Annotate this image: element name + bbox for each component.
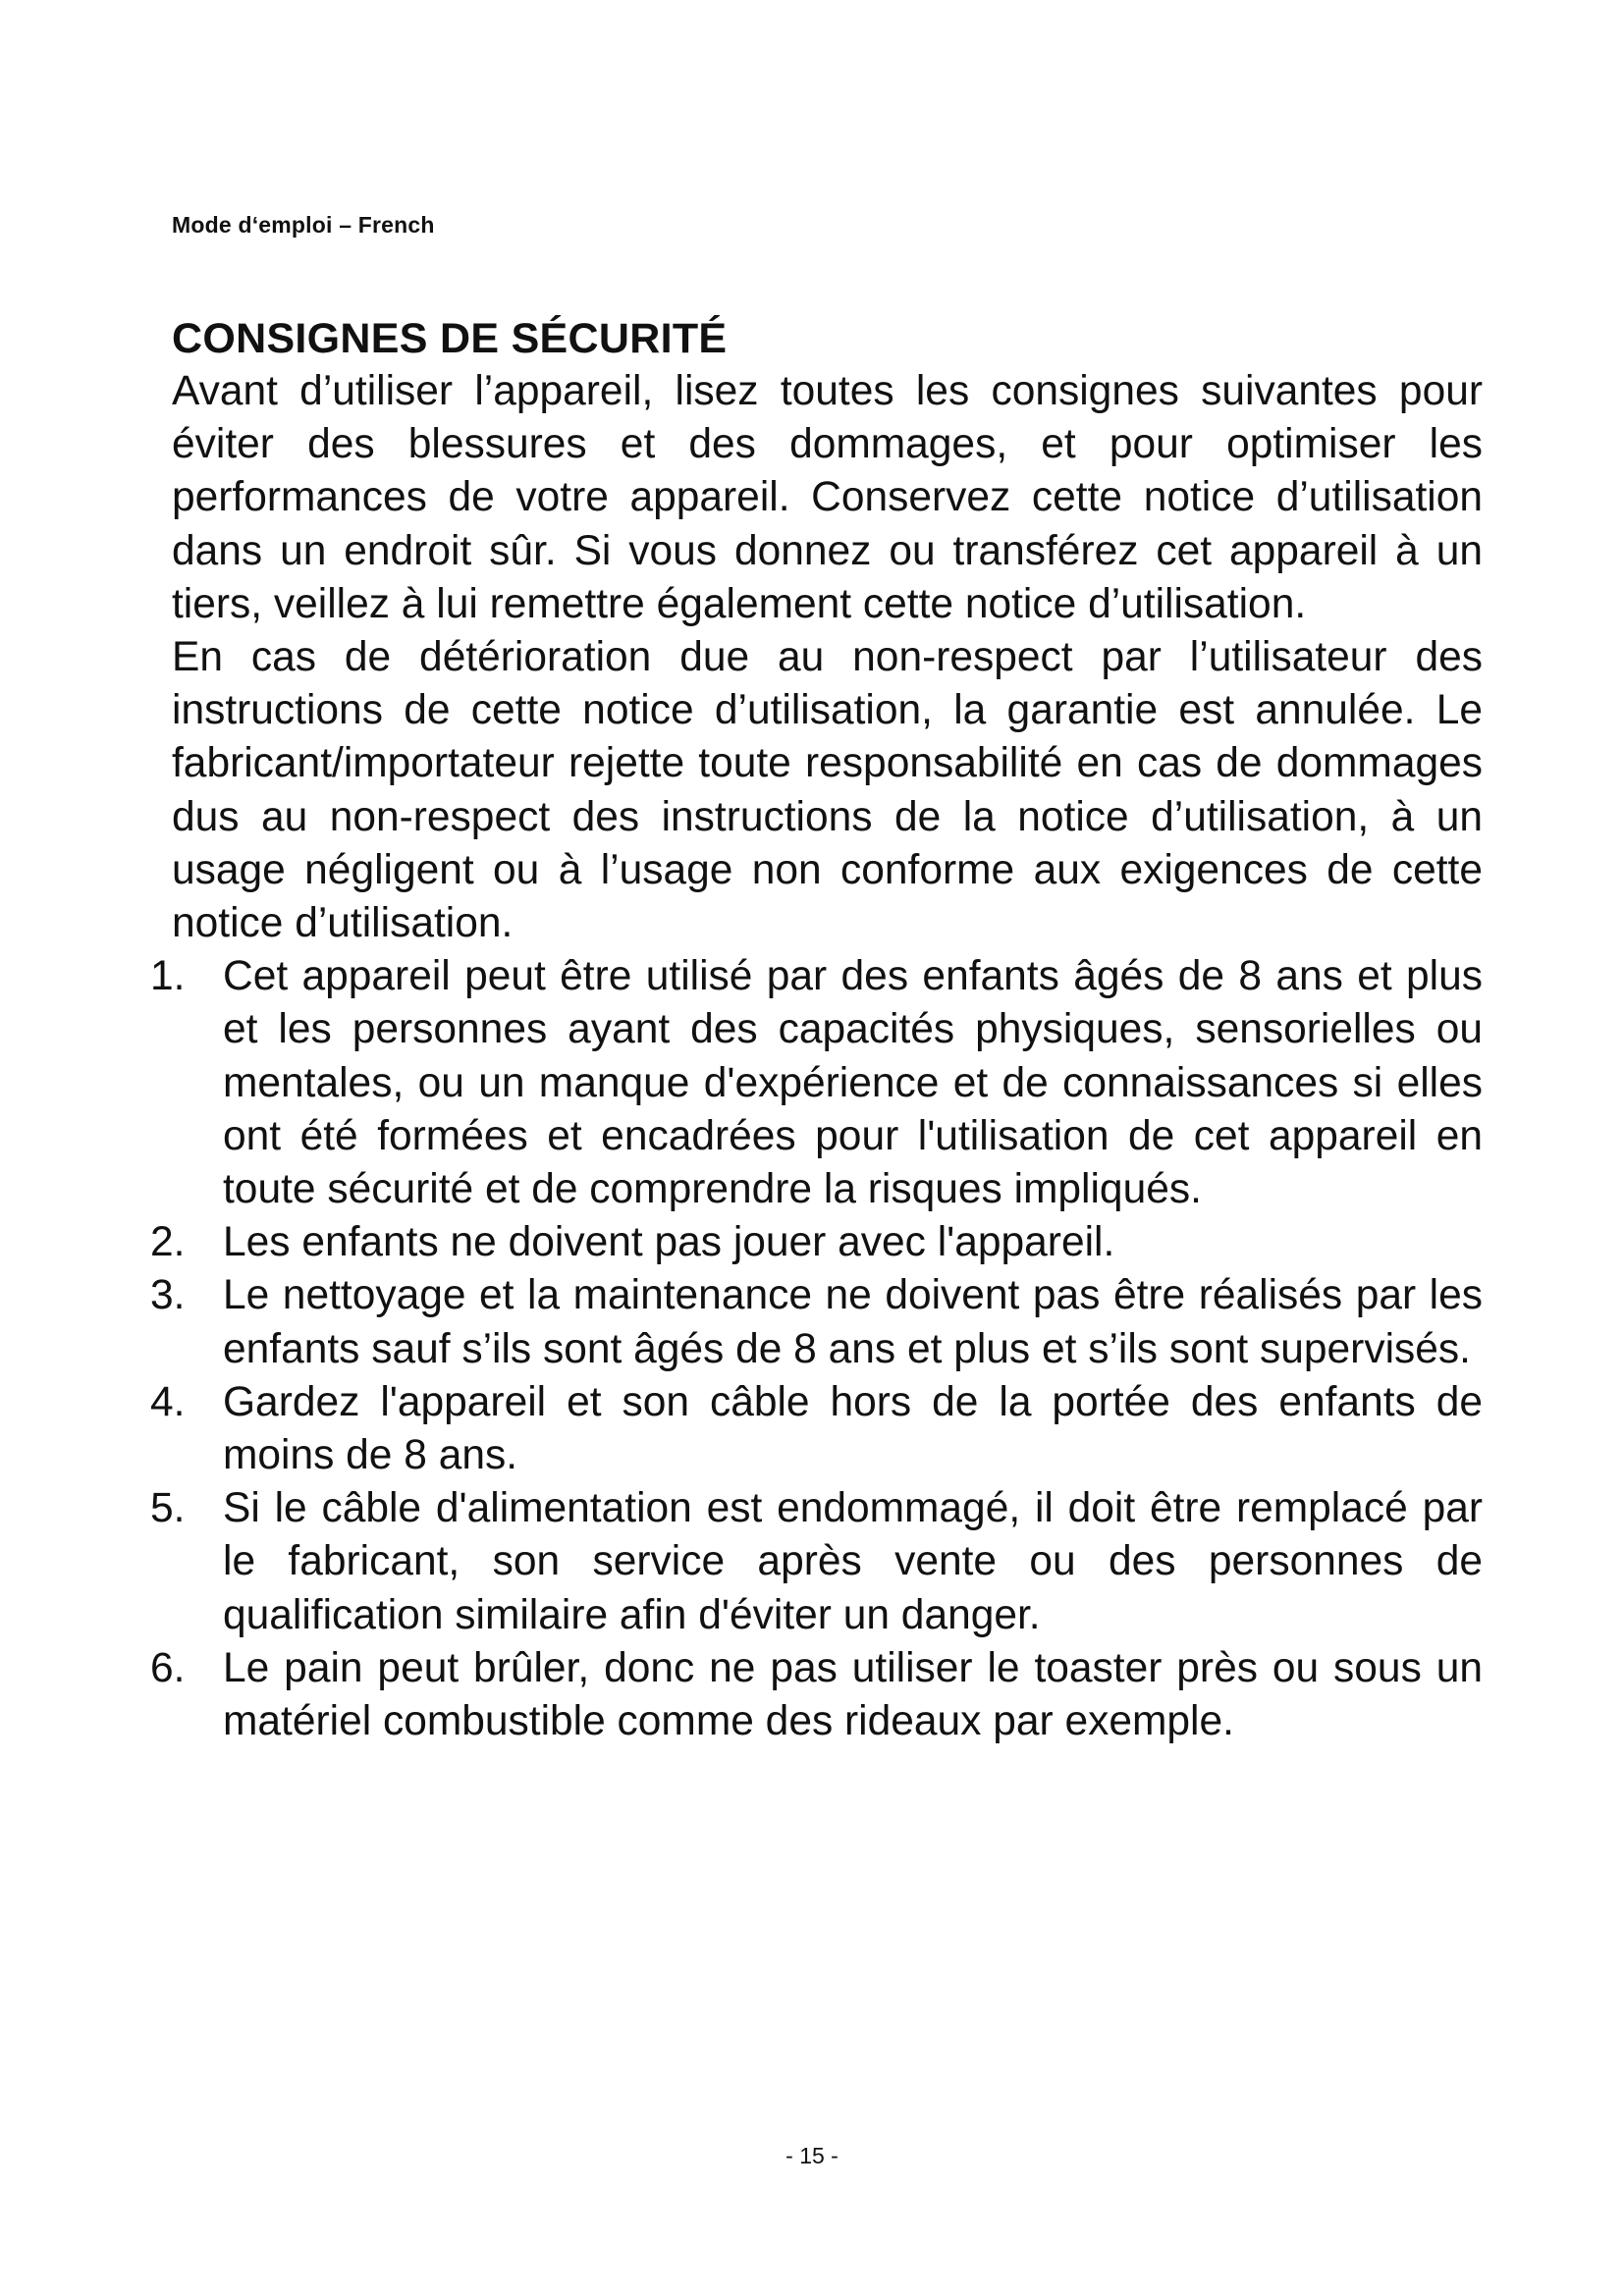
- list-item-text: Gardez l'appareil et son câble hors de la portée des enfants de moins de 8 ans.: [223, 1378, 1483, 1479]
- page-number: - 15 -: [785, 2143, 839, 2168]
- intro-paragraph: Avant d’utiliser l’appareil, lisez toutes les consignes suivantes pour éviter des blessures et des dommages, et pour optimiser les performances de votre appareil. Conservez cette notice d’utilisation dans un endroit sûr. Si vous donnez ou transférez cet appareil à un tiers, veillez à lui remettre également cette notice d’utilisation.: [172, 368, 1483, 627]
- list-item: [150, 950, 1483, 1216]
- safety-list: [150, 950, 1483, 1748]
- section-title: CONSIGNES DE SÉCURITÉ: [172, 315, 728, 362]
- list-item-number: 1.: [150, 953, 186, 1000]
- list-item-number: 4.: [150, 1378, 186, 1425]
- list-item-number: 3.: [150, 1272, 186, 1319]
- list-item-text: Les enfants ne doivent pas jouer avec l'appareil.: [223, 1219, 1115, 1266]
- list-item: [150, 1642, 1483, 1748]
- list-item-number: 5.: [150, 1485, 186, 1532]
- list-item: [150, 1376, 1483, 1482]
- page-content: [150, 312, 1483, 1748]
- list-item-text: Cet appareil peut être utilisé par des enfants âgés de 8 ans et plus et les personnes ayant des capacités physiques, sensorielles ou mentales, ou un manque d'expérience et de connaissances si elles ont été formées et encadrées pour l'utilisation de cet appareil en toute sécurité et de comprendre la risques impliqués.: [223, 953, 1483, 1213]
- list-item: [150, 1482, 1483, 1642]
- page-header: Mode d‘emploi – French: [172, 212, 435, 238]
- list-item-number: 6.: [150, 1644, 186, 1691]
- list-item-text: Si le câble d'alimentation est endommagé, il doit être remplacé par le fabricant, son service après vente ou des personnes de qualification similaire afin d'éviter un danger.: [223, 1485, 1483, 1638]
- list-item-text: Le nettoyage et la maintenance ne doivent pas être réalisés par les enfants sauf s’ils sont âgés de 8 ans et plus et s’ils sont supervisés.: [223, 1272, 1483, 1372]
- list-item: [150, 1269, 1483, 1375]
- warranty-paragraph: En cas de détérioration due au non-respect par l’utilisateur des instructions de cette notice d’utilisation, la garantie est annulée. Le fabricant/importateur rejette toute responsabilité en cas de dommages dus au non-respect des instructions de la notice d’utilisation, à un usage négligent ou à l’usage non conforme aux exigences de cette notice d’utilisation.: [172, 634, 1483, 947]
- list-item-number: 2.: [150, 1219, 186, 1266]
- list-item-text: Le pain peut brûler, donc ne pas utiliser le toaster près ou sous un matériel combustible comme des rideaux par exemple.: [223, 1644, 1483, 1745]
- list-item: [150, 1216, 1483, 1269]
